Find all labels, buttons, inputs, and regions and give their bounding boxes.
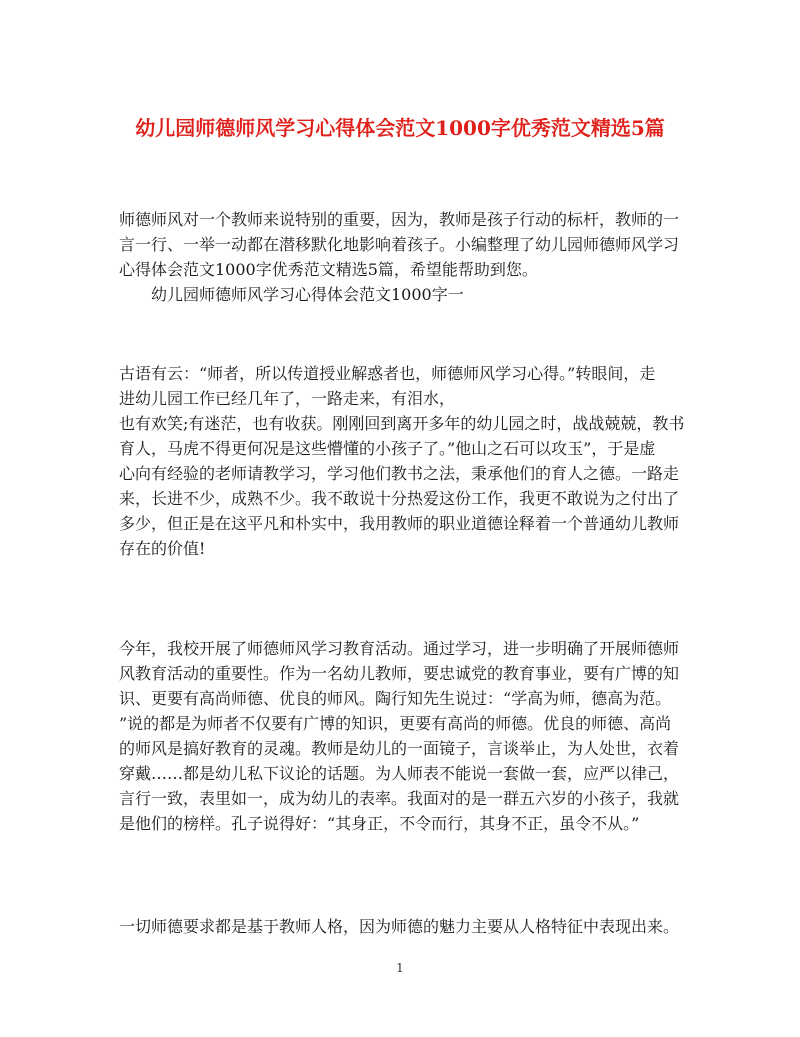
paragraph-line: 今年，我校开展了师德师风学习教育活动。通过学习，进一步明确了开展师德师 [119,639,680,658]
paragraph-2 [119,636,679,836]
paragraph-line: ”说的都是为师者不仅要有广博的知识，更要有高尚的师德。优良的师德、高尚 [119,714,672,733]
intro-line: 心得体会范文1000字优秀范文精选5篇，希望能帮助到您。 [119,260,538,279]
paragraph-line: 言行一致，表里如一，成为幼儿的表率。我面对的是一群五六岁的小孩子，我就 [119,789,680,808]
paragraph-line: 风教育活动的重要性。作为一名幼儿教师，要忠诚党的教育事业，要有广博的知 [119,664,680,683]
paragraph-line: 进幼儿园工作已经几年了，一路走来，有泪水， [119,389,456,408]
page-title: 幼儿园师德师风学习心得体会范文1000字优秀范文精选5篇 [135,116,665,140]
intro-paragraph [119,207,679,307]
paragraph-line: 一切师德要求都是基于教师人格，因为师德的魅力主要从人格特征中表现出来。 [119,917,680,936]
paragraph-line: 识、更要有高尚师德、优良的师风。陶行知先生说过：“学高为师，德高为范。 [119,689,672,708]
paragraph-line: 的师风是搞好教育的灵魂。教师是幼儿的一面镜子，言谈举止，为人处世，衣着 [119,739,680,758]
paragraph-line: 来，长进不少，成熟不少。我不敢说十分热爱这份工作，我更不敢说为之付出了 [119,489,680,508]
intro-line: 言一行、一举一动都在潜移默化地影响着孩子。小编整理了幼儿园师德师风学习 [119,235,680,254]
paragraph-line: 是他们的榜样。孔子说得好：“其身正，不令而行，其身不正，虽令不从。” [119,814,640,833]
paragraph-1 [119,361,685,561]
paragraph-line: 穿戴……都是幼儿私下议论的话题。为人师表不能说一套做一套，应严以律己， [119,764,680,783]
paragraph-line: 育人，马虎不得更何况是这些懵懂的小孩子了。”他山之石可以攻玉”，于是虚 [119,439,656,458]
paragraph-3 [119,914,679,939]
paragraph-line: 古语有云：“师者，所以传道授业解惑者也，师德师风学习心得。”转眼间，走 [119,364,656,383]
section-heading: 幼儿园师德师风学习心得体会范文1000字一 [151,285,464,304]
paragraph-line: 存在的价值! [119,539,206,558]
page-number: 1 [396,961,404,975]
paragraph-line: 心向有经验的老师请教学习，学习他们教书之法，秉承他们的育人之德。一路走 [119,464,680,483]
intro-line: 师德师风对一个教师来说特别的重要，因为，教师是孩子行动的标杆，教师的一 [119,210,680,229]
paragraph-line: 多少，但正是在这平凡和朴实中，我用教师的职业道德诠释着一个普通幼儿教师 [119,514,680,533]
paragraph-line: 也有欢笑;有迷茫，也有收获。刚刚回到离开多年的幼儿园之时，战战兢兢，教书 [119,414,685,433]
